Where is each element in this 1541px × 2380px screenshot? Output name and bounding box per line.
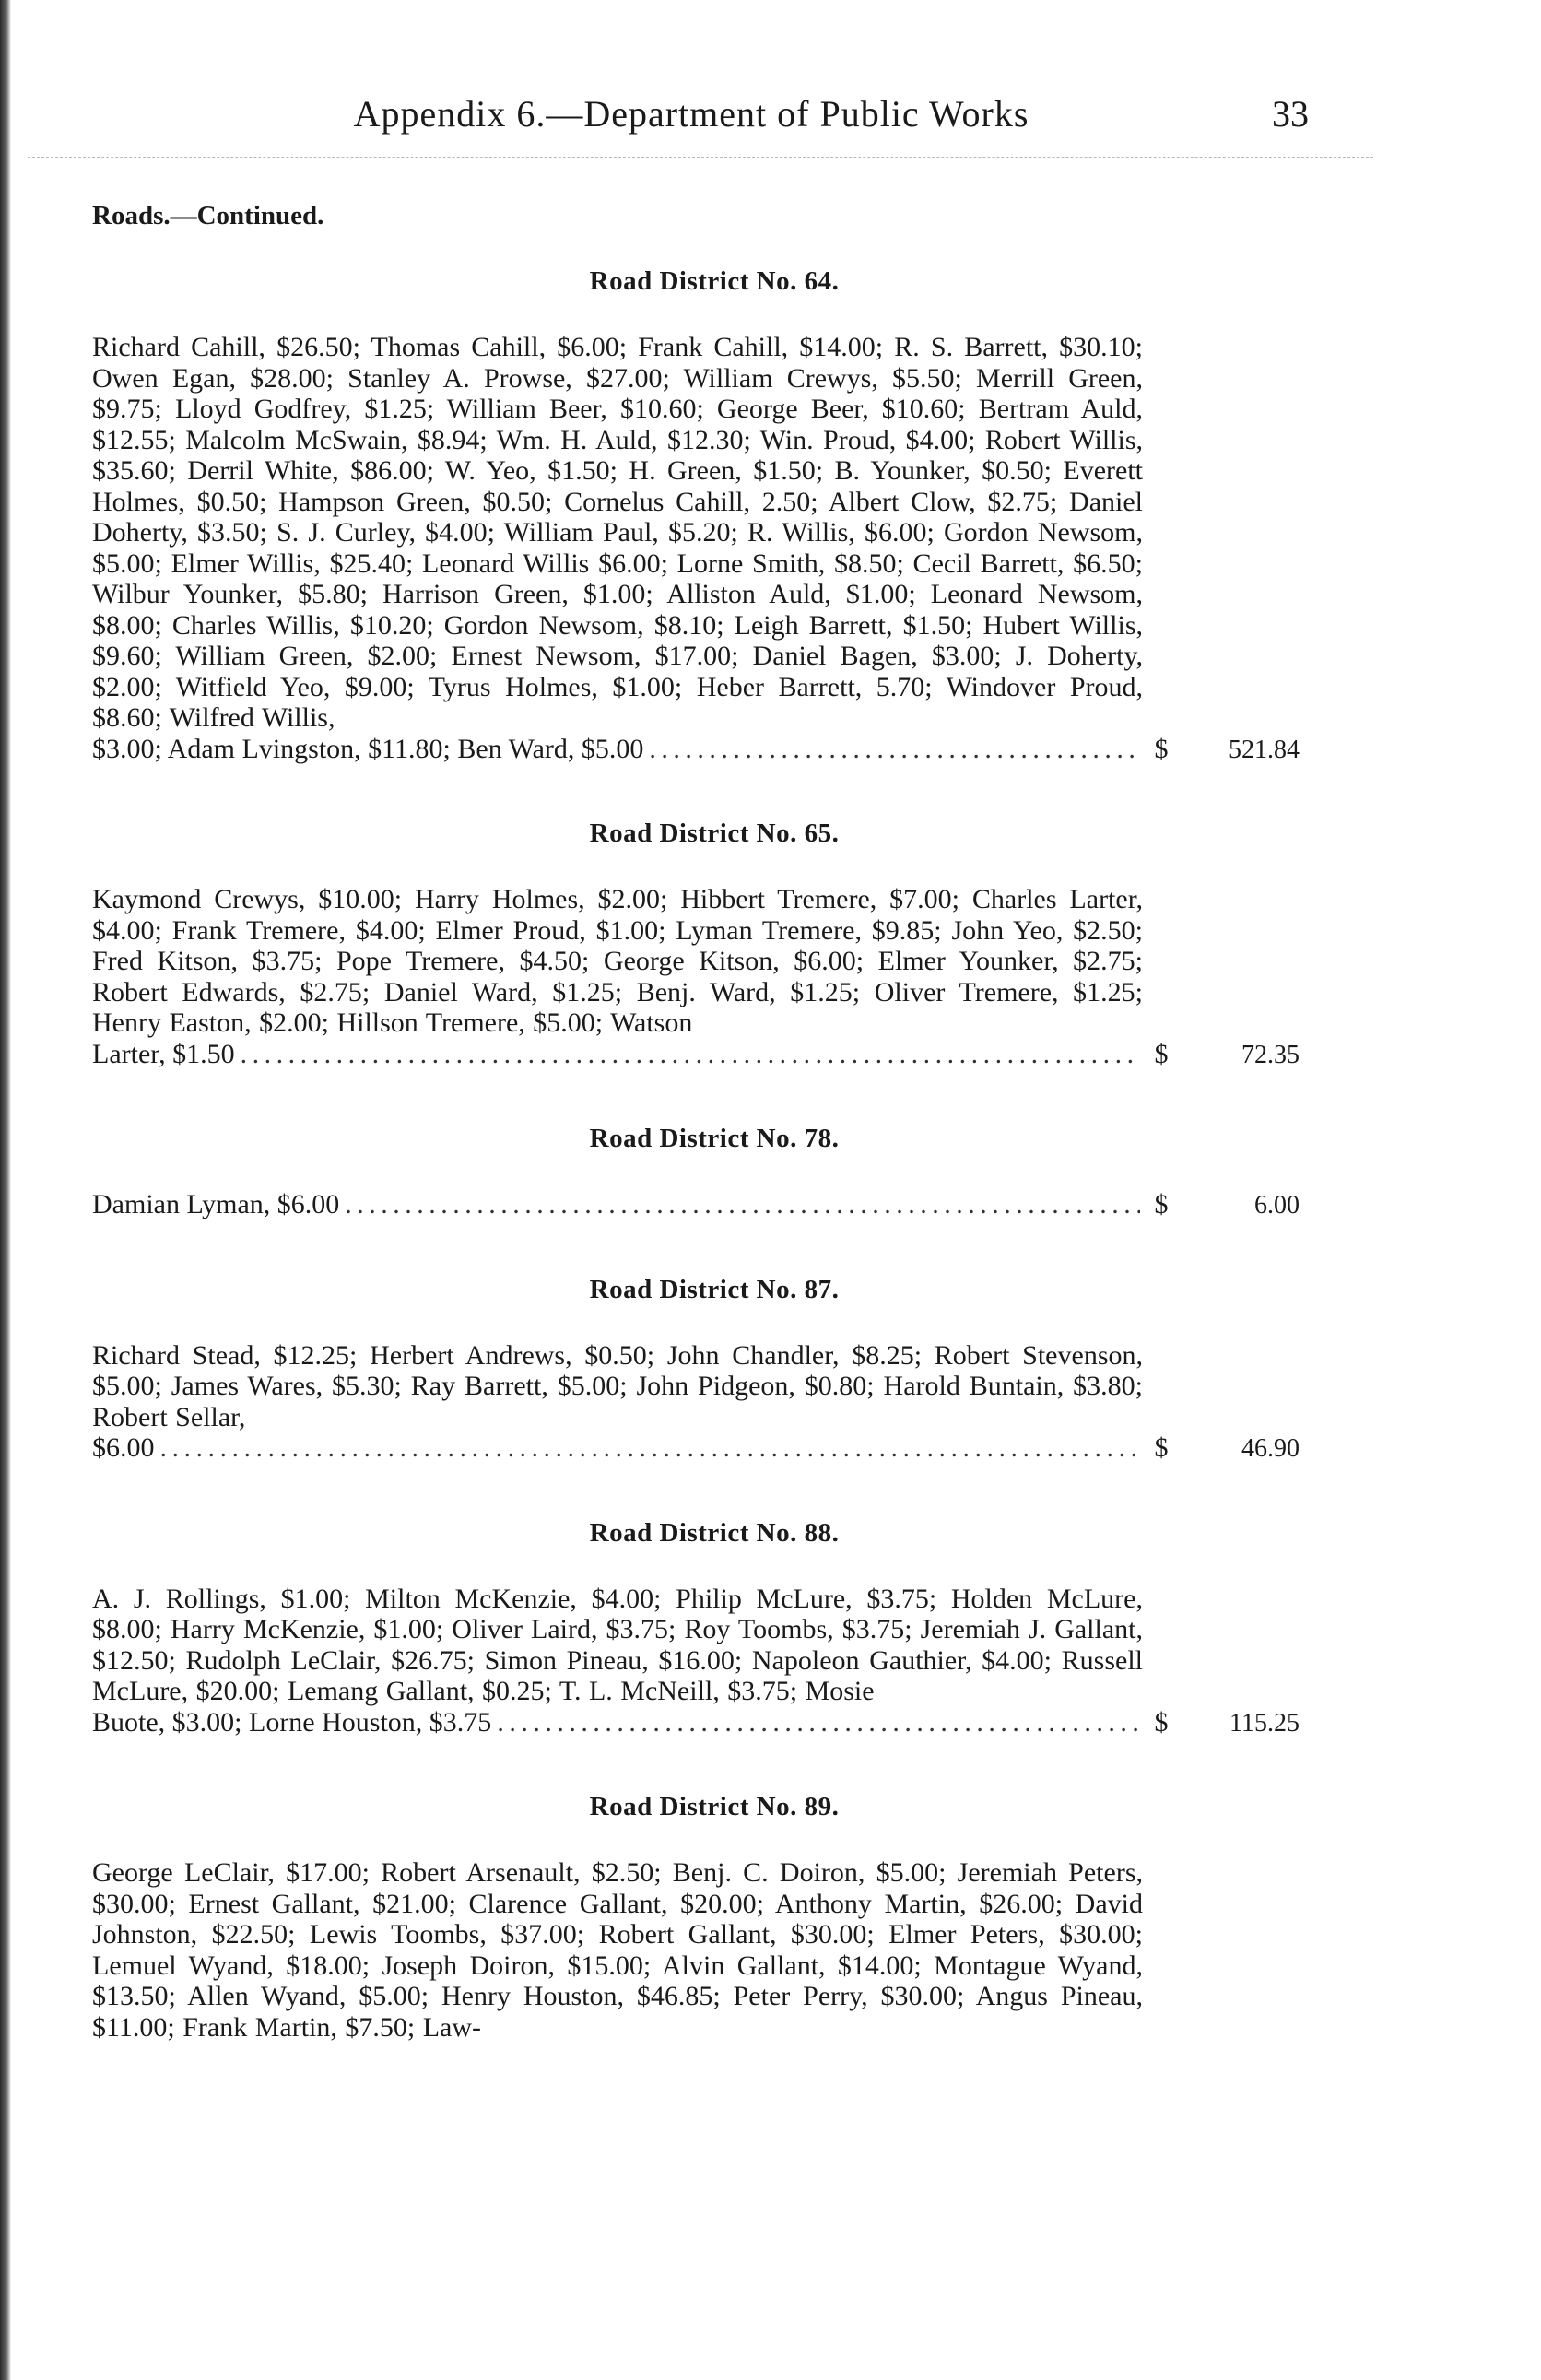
district-total: 46.90 (1241, 1434, 1300, 1463)
dot-leader (160, 1432, 1141, 1464)
district-title: Road District No. 65. (589, 819, 840, 848)
page-number: 33 (1272, 93, 1309, 135)
currency-sign: $ (1154, 1706, 1169, 1738)
district-total-line (92, 1432, 1300, 1465)
district-total: 6.00 (1254, 1191, 1300, 1219)
district-total-line (92, 1039, 1300, 1071)
district-total-line (92, 1707, 1300, 1739)
page-body (92, 201, 1300, 2096)
running-head (0, 92, 1541, 147)
road-district-78 (92, 1124, 1300, 1221)
road-district-89 (92, 1792, 1300, 2043)
district-total-line (92, 1189, 1300, 1221)
district-entries: Kaymond Crewys, $10.00; Harry Holmes, $2.00; Hibbert Tremere, $7.00; Charles Larter, $4.00; Frank Tremere, $4.00; Elmer Proud, $1.00; Lyman Tremere, $9.85; John Yeo, $2.50; Fred Kitson, $3.75; Pope Tremere, $4.50; George Kitson, $6.00; Elmer Younker, $2.75; Robert Edwards, $2.75; Daniel Ward, $1.25; Benj. Ward, $1.25; Oliver Tremere, $1.25; Henry Easton, $2.00; Hillson Tremere, $5.00; Watson (92, 884, 1143, 1038)
entries-last-line: Damian Lyman, $6.00 (92, 1189, 340, 1219)
entries-last-line: Buote, $3.00; Lorne Houston, $3.75 (92, 1706, 492, 1738)
entries-last-line: $3.00; Adam Lvingston, $11.80; Ben Ward, $5.00 (92, 733, 644, 764)
currency-sign: $ (1154, 1038, 1169, 1069)
dot-leader (497, 1707, 1140, 1738)
currency-sign: $ (1154, 1189, 1169, 1219)
dot-leader (241, 1039, 1140, 1070)
district-title: Road District No. 88. (589, 1517, 840, 1548)
district-total-line (92, 734, 1300, 766)
entries-last-line: Larter, $1.50 (92, 1038, 235, 1069)
district-entries: George LeClair, $17.00; Robert Arsenault, $2.50; Benj. C. Doiron, $5.00; Jeremiah Peters, $30.00; Ernest Gallant, $21.00; Clarence Gallant, $20.00; Anthony Martin, $26.00; David Johnston, $22.50; Lewis Toombs, $37.00; Robert Gallant, $30.00; Elmer Peters, $30.00; Lemuel Wyand, $18.00; Joseph Doiron, $15.00; Alvin Gallant, $14.00; Montague Wyand, $13.50; Allen Wyand, $5.00; Henry Houston, $46.85; Peter Perry, $30.00; Angus Pineau, $11.00; Frank Martin, $7.50; Law- (92, 1857, 1143, 2043)
dot-leader (649, 734, 1140, 765)
district-title: Road District No. 89. (589, 1792, 840, 1821)
currency-sign: $ (1154, 1432, 1169, 1463)
district-entries: Richard Stead, $12.25; Herbert Andrews, $0.50; John Chandler, $8.25; Robert Stevenson, $5.00; James Wares, $5.30; Ray Barrett, $5.00; John Pidgeon, $0.80; Harold Buntain, $3.80; Robert Sellar, (92, 1339, 1143, 1432)
entries-last-line: $6.00 (92, 1432, 155, 1463)
district-entries: Richard Cahill, $26.50; Thomas Cahill, $6.00; Frank Cahill, $14.00; R. S. Barrett, $30.10; Owen Egan, $28.00; Stanley A. Prowse, $27.00; William Crewys, $5.50; Merrill Green, $9.75; Lloyd Godfrey, $1.25; William Beer, $10.60; George Beer, $10.60; Bertram Auld, $12.55; Malcolm McSwain, $8.94; Wm. H. Auld, $12.30; Win. Proud, $4.00; Robert Willis, $35.60; Derril White, $86.00; W. Yeo, $1.50; H. Green, $1.50; B. Younker, $0.50; Everett Holmes, $0.50; Hampson Green, $0.50; Cornelus Cahill, 2.50; Albert Clow, $2.75; Daniel Doherty, $3.50; S. J. Curley, $4.00; William Paul, $5.20; R. Willis, $6.00; Gordon Newsom, $5.00; Elmer Willis, $25.40; Leonard Willis $6.00; Lorne Smith, $8.50; Cecil Barrett, $6.50; Wilbur Younker, $5.80; Harrison Green, $1.00; Alliston Auld, $1.00; Leonard Newsom, $8.00; Charles Willis, $10.20; Gordon Newsom, $8.10; Leigh Barrett, $1.50; Hubert Willis, $9.60; William Green, $2.00; Ernest Newsom, $17.00; Daniel Bagen, $3.00; J. Doherty, $2.00; Witfield Yeo, $9.00; Tyrus Holmes, $1.00; Heber Barrett, 5.70; Windover Proud, $8.60; Wilfred Willis, (92, 332, 1143, 733)
district-title: Road District No. 78. (589, 1124, 840, 1153)
district-entries: A. J. Rollings, $1.00; Milton McKenzie, $4.00; Philip McLure, $3.75; Holden McLure, $8.00; Harry McKenzie, $1.00; Oliver Laird, $3.75; Roy Toombs, $3.75; Jeremiah J. Gallant, $12.50; Rudolph LeClair, $26.75; Simon Pineau, $16.00; Napoleon Gauthier, $4.00; Russell McLure, $20.00; Lemang Gallant, $0.25; T. L. McNeill, $3.75; Mosie (92, 1583, 1143, 1706)
road-district-88 (92, 1518, 1300, 1739)
header-rule (28, 157, 1373, 158)
road-district-65 (92, 819, 1300, 1070)
section-heading: Roads.—Continued. (92, 201, 324, 230)
district-title: Road District No. 64. (589, 266, 840, 296)
currency-sign: $ (1154, 733, 1169, 764)
road-district-64 (92, 266, 1300, 765)
district-total: 521.84 (1229, 735, 1300, 764)
dot-leader (345, 1189, 1140, 1220)
district-total: 72.35 (1241, 1040, 1300, 1069)
page-binding-edge (0, 0, 11, 2380)
district-total: 115.25 (1229, 1708, 1300, 1738)
road-district-87 (92, 1275, 1300, 1465)
page-title: Appendix 6.—Department of Public Works (353, 93, 1029, 135)
district-title: Road District No. 87. (589, 1274, 840, 1304)
